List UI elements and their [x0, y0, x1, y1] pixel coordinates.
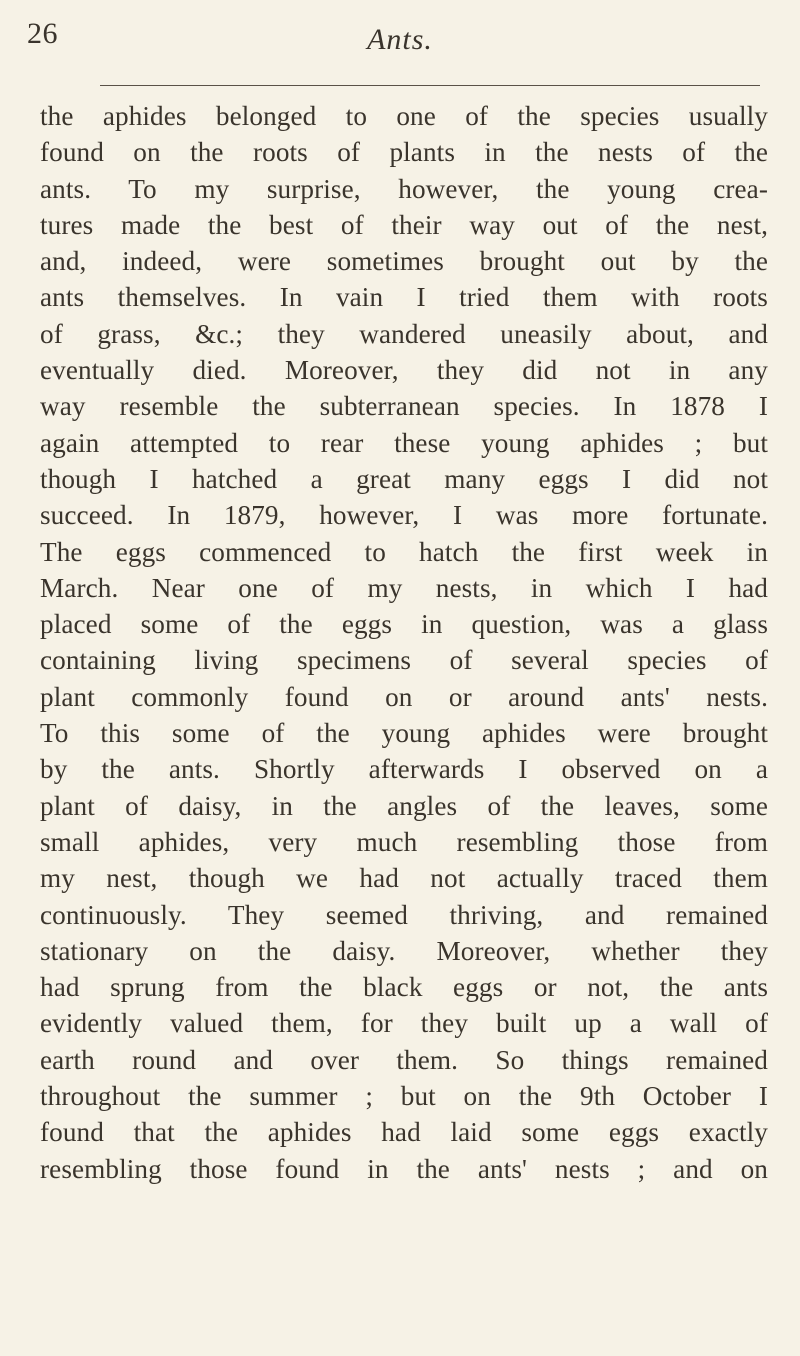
text-line: again attempted to rear these young aphides ; but: [40, 427, 768, 458]
text-line: placed some of the eggs in question, was a glass: [40, 609, 768, 640]
text-line: eventually died. Moreover, they did not in any: [40, 355, 768, 386]
text-line: plant of daisy, in the angles of the leaves, some: [40, 790, 768, 821]
text-line: earth round and over them. So things remained: [40, 1044, 768, 1075]
text-line: To this some of the young aphides were brought: [40, 718, 768, 749]
text-line: tures made the best of their way out of the nest,: [40, 209, 768, 240]
text-line: succeed. In 1879, however, I was more fortunate.: [40, 500, 768, 531]
text-line: plant commonly found on or around ants' nests.: [40, 681, 768, 712]
text-line: ants themselves. In vain I tried them with roots: [40, 282, 768, 313]
text-line: my nest, though we had not actually traced them: [40, 863, 768, 894]
text-line: ants. To my surprise, however, the young crea-: [40, 173, 768, 204]
header-rule: [100, 85, 760, 86]
page-number: 26: [27, 17, 58, 50]
text-line: found that the aphides had laid some eggs exactly: [40, 1117, 768, 1148]
text-line: The eggs commenced to hatch the first week in: [40, 536, 768, 567]
text-line: evidently valued them, for they built up a wall of: [40, 1008, 768, 1039]
text-line: continuously. They seemed thriving, and remained: [40, 899, 768, 930]
text-line: containing living specimens of several species of: [40, 645, 768, 676]
text-line: found on the roots of plants in the nests of the: [40, 137, 768, 168]
text-line: had sprung from the black eggs or not, the ants: [40, 972, 768, 1003]
text-line: by the ants. Shortly afterwards I observed on a: [40, 754, 768, 785]
running-title: Ants.: [367, 23, 433, 56]
text-line: of grass, &c.; they wandered uneasily about, and: [40, 318, 768, 349]
text-line: resembling those found in the ants' nests ; and on: [40, 1153, 768, 1184]
text-line: stationary on the daisy. Moreover, whether they: [40, 935, 768, 966]
text-line: way resemble the subterranean species. In 1878 I: [40, 391, 768, 422]
text-line: though I hatched a great many eggs I did not: [40, 463, 768, 494]
body-paragraph: [40, 98, 768, 1187]
text-line: and, indeed, were sometimes brought out by the: [40, 246, 768, 277]
text-line: throughout the summer ; but on the 9th October I: [40, 1081, 768, 1112]
text-line: March. Near one of my nests, in which I had: [40, 572, 768, 603]
text-line: small aphides, very much resembling those from: [40, 826, 768, 857]
text-line: the aphides belonged to one of the species usually: [40, 101, 768, 131]
